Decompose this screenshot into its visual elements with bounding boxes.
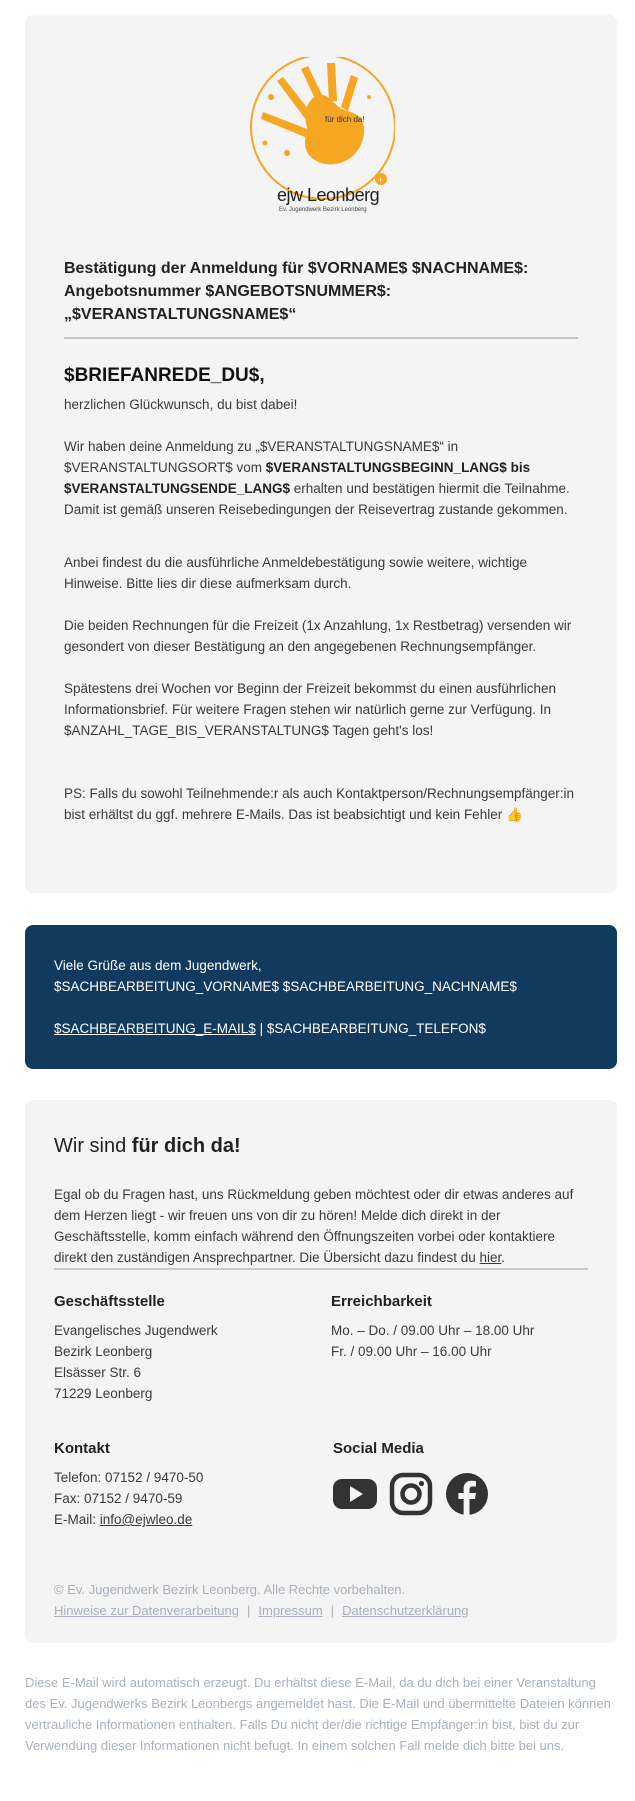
divider [64,337,578,339]
opening-hours [331,1320,534,1362]
social-links [333,1472,489,1516]
info-letter-paragraph: Spätestens drei Wochen vor Beginn der Freizeit bekommst du einen ausführlichen Informationsbrief. Für weitere Fragen stehen wir natürlich gerne zur Verfügung. In $ANZAHL_TAGE_BIS_VERANSTALTUNG$ Tagen geht's los! [64,681,557,738]
hours-line: Fr. / 09.00 Uhr – 16.00 Uhr [331,1344,492,1359]
contact-title-b: für dich da! [131,1135,241,1157]
p1-text-a: Wir haben deine Anmeldung zu „$VERANSTALTUNGSNAME$“ in $VERANSTALTUNGSORT$ vom [64,439,459,475]
ps-text: PS: Falls du sowohl Teilnehmende:r als auch Kontaktperson/Rechnungsempfänger:in bist erhältst du ggf. mehrere E-Mails. Das ist beabsichtigt und kein Fehler [64,786,575,822]
salutation: $BRIEFANREDE_DU$, [64,365,265,386]
office-heading: Geschäftsstelle [54,1293,165,1310]
office-address [54,1320,218,1404]
attachment-paragraph: Anbei findest du die ausführliche Anmeldebestätigung sowie weitere, wichtige Hinweise. Bitte lies dir diese aufmerksam durch. [64,555,528,591]
logo-brand: ejw Leonberg [277,185,380,205]
office-line: Elsässer Str. 6 [54,1365,142,1380]
contact-title-a: Wir sind [54,1135,132,1157]
auto-email-disclaimer: Diese E-Mail wird automatisch erzeugt. Du erhältst diese E-Mail, da du dich bei einer Veranstaltung des Ev. Jugendwerks Bezirk Leonbergs angemeldet hast. Die E-Mail und übermittelte Dateien können vertrauliche Informationen enthalten. Falls Du nicht der/die richtige Empfänger:in bist, bist du zur Verwendung dieser Informationen nicht befugt. In einem solchen Fall melde dich bitte bei uns. [25,1675,611,1753]
confirmation-title: Bestätigung der Anmeldung für $VORNAME$ $NACHNAME$: Angebotsnummer $ANGEBOTSNUMMER$: „$VERANSTALTUNGSNAME$“ [64,260,529,323]
info-email-link[interactable]: info@ejwleo.de [99,1512,193,1527]
instagram-icon[interactable] [389,1472,433,1516]
link-separator: | [330,1603,335,1618]
logo-subtitle: Ev. Jugendwerk Bezirk Leonberg [279,207,367,213]
contact-title [54,1135,241,1158]
privacy-notice-link[interactable]: Hinweise zur Datenverarbeitung [54,1603,239,1618]
staff-phone: $SACHBEARBEITUNG_TELEFON$ [266,1021,486,1036]
office-line: Bezirk Leonberg [54,1344,153,1359]
link-separator: | [246,1603,251,1618]
staff-contact [54,1018,594,1039]
kontakt-details [54,1467,203,1530]
email-label: E-Mail: [54,1512,100,1527]
legal-links [54,1603,469,1618]
privacy-policy-link[interactable]: Datenschutzerklärung [342,1603,469,1618]
ejw-logo [247,57,395,219]
phone-number: Telefon: 07152 / 9470-50 [54,1470,204,1485]
divider [54,1268,588,1270]
imprint-link[interactable]: Impressum [258,1603,323,1618]
overview-link[interactable]: hier [479,1250,502,1265]
confirmation-card [25,15,617,893]
social-heading: Social Media [333,1440,424,1457]
contact-intro-text: Egal ob du Fragen hast, uns Rückmeldung geben möchtest oder dir etwas anderes auf dem Herzen liegt - wir freuen uns von dir zu hören! Melde dich direkt in der Geschäftsstelle, komm einfach während den Öffnungszeiten vorbei oder kontaktiere direkt den zuständigen Ansprechpartner. Die Übersicht dazu findest du [54,1187,574,1265]
congrats-text: herzlichen Glückwunsch, du bist dabei! [64,397,298,412]
hours-heading: Erreichbarkeit [331,1293,432,1310]
contact-separator: | [255,1021,267,1036]
logo-tagline: für dich da! [325,115,365,124]
greeting-card [25,925,617,1069]
hours-line: Mo. – Do. / 09.00 Uhr – 18.00 Uhr [331,1323,535,1338]
fax-number: Fax: 07152 / 9470-59 [54,1491,183,1506]
p1-dates: $VERANSTALTUNGSBEGINN_LANG$ bis $VERANSTALTUNGSENDE_LANG$ [64,460,531,496]
greeting-line: Viele Grüße aus dem Jugendwerk, [54,958,262,973]
office-line: Evangelisches Jugendwerk [54,1323,218,1338]
thumbs-up-icon: 👍 [505,807,523,822]
copyright: © Ev. Jugendwerk Bezirk Leonberg. Alle Rechte vorbehalten. [54,1582,406,1597]
svg-text:+: + [378,175,384,185]
youtube-icon[interactable] [333,1472,377,1516]
contact-intro [54,1184,590,1268]
staff-email-link[interactable]: $SACHBEARBEITUNG_E-MAIL$ [54,1021,256,1036]
contact-card [25,1100,617,1643]
ps-paragraph [64,783,576,825]
office-line: 71229 Leonberg [54,1386,153,1401]
p1-text-c: erhalten und bestätigen hiermit die Teilnahme. Damit ist gemäß unseren Reisebedingungen der Reisevertrag zustande gekommen. [64,481,570,517]
invoice-paragraph: Die beiden Rechnungen für die Freizeit (1x Anzahlung, 1x Restbetrag) versenden wir gesondert von dieser Bestätigung an den angegebenen Rechnungsempfänger. [64,618,572,654]
kontakt-heading: Kontakt [54,1440,110,1457]
contact-intro-end: . [501,1250,506,1265]
staff-name: $SACHBEARBEITUNG_VORNAME$ $SACHBEARBEITUNG_NACHNAME$ [54,979,517,994]
facebook-icon[interactable] [445,1472,489,1516]
registration-paragraph [64,436,576,520]
